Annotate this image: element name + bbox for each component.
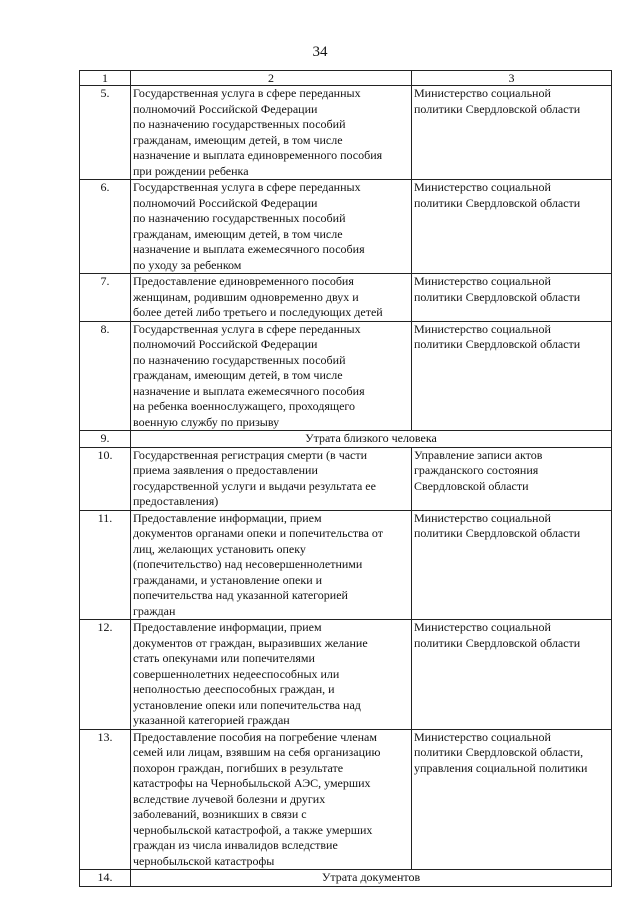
service-name [131,447,412,510]
agency-line: Министерство социальной [414,274,551,288]
service-line: граждан из числа инвалидов вследствие [133,838,338,852]
agency-line: Министерство социальной [414,86,551,100]
service-name [131,274,412,322]
service-line: Предоставление пособия на погребение членам [133,729,377,744]
row-number: 8. [80,321,131,431]
responsible-agency [412,86,612,180]
service-line: гражданам, имеющим детей, в том числе [133,368,343,382]
service-line: по назначению государственных пособий [133,352,346,367]
service-line: Государственная услуга в сфере переданных [133,180,361,194]
service-line: документов от граждан, выразивших желание [133,635,368,650]
table-header-row [80,71,612,86]
service-name [131,86,412,180]
service-name [131,321,412,431]
row-number: 12. [80,620,131,730]
table-row [80,180,612,274]
service-line: указанной категорией граждан [133,713,290,727]
column-header-3: 3 [412,71,612,86]
service-line: назначение и выплата ежемесячного пособия [133,242,365,256]
service-line: установление опеки или попечительства над [133,697,361,712]
responsible-agency [412,620,612,730]
agency-line: Управление записи актов [414,447,543,462]
agency-line: политики Свердловской области [414,526,581,540]
service-line: Предоставление информации, прием [133,510,322,525]
responsible-agency [412,274,612,322]
service-line: семей или лицам, взявшим на себя организацию [133,745,381,759]
service-line: более детей либо третьего и последующих детей [133,305,383,319]
agency-line: политики Свердловской области, [414,745,584,759]
service-line: гражданами, и установление опеки и [133,572,323,587]
service-name [131,180,412,274]
table-row [80,447,612,510]
service-line: по назначению государственных пособий [133,211,346,225]
service-line: приема заявления о предоставлении [133,463,318,477]
service-line: стать опекунами или попечителями [133,651,315,665]
service-line: гражданам, имеющим детей, в том числе [133,226,343,241]
row-number: 9. [80,431,131,448]
row-number: 6. [80,180,131,274]
agency-line: Свердловской области [414,478,529,493]
row-number: 5. [80,86,131,180]
service-line: Государственная услуга в сфере переданных [133,321,361,336]
service-line: попечительства над указанной категорией [133,588,348,602]
service-line: лиц, желающих установить опеку [133,541,306,556]
service-line: полномочий Российской Федерации [133,195,318,210]
responsible-agency [412,729,612,870]
agency-line: гражданского состояния [414,463,539,477]
services-table [79,70,612,887]
responsible-agency [412,447,612,510]
service-name [131,620,412,730]
service-name [131,729,412,870]
service-line: полномочий Российской Федерации [133,101,318,116]
service-line: документов органами опеки и попечительства от [133,526,383,540]
service-line: (попечительство) над несовершеннолетними [133,557,363,571]
service-line: гражданам, имеющим детей, в том числе [133,132,343,147]
section-title: Утрата документов [131,870,612,887]
service-name [131,510,412,620]
column-header-2: 2 [131,71,412,86]
service-line: Государственная регистрация смерти (в части [133,447,368,462]
agency-line: Министерство социальной [414,510,551,525]
section-title: Утрата близкого человека [131,431,612,448]
service-line: заболеваний, возникших в связи с [133,807,307,821]
agency-line: политики Свердловской области [414,195,581,210]
service-line: чернобыльской катастрофой, а также умерших [133,822,373,837]
table-row [80,729,612,870]
service-line: вследствие лучевой болезни и других [133,791,326,806]
agency-line: политики Свердловской области [414,289,581,304]
agency-line: Министерство социальной [414,321,551,336]
service-line: похорон граждан, погибших в результате [133,760,344,775]
service-line: Предоставление информации, прием [133,620,322,634]
agency-line: политики Свердловской области [414,337,581,351]
table-row [80,86,612,180]
agency-line: Министерство социальной [414,180,551,194]
agency-line: политики Свердловской области [414,101,581,116]
service-line: неполностью дееспособных граждан, и [133,682,335,696]
agency-line: управления социальной политики [414,760,588,775]
service-line: женщинам, родившим одновременно двух и [133,289,359,304]
table-row [80,620,612,730]
service-line: Предоставление единовременного пособия [133,274,354,288]
service-line: граждан [133,603,176,618]
agency-line: политики Свердловской области [414,635,581,650]
table-row [80,510,612,620]
service-line: по уходу за ребенком [133,257,242,272]
agency-line: Министерство социальной [414,620,551,634]
service-line: назначение и выплата единовременного пособия [133,148,383,162]
responsible-agency [412,510,612,620]
row-number: 10. [80,447,131,510]
service-line: на ребенка военнослужащего, проходящего [133,399,356,413]
section-row [80,870,612,887]
service-line: полномочий Российской Федерации [133,337,318,351]
responsible-agency [412,180,612,274]
service-line: катастрофы на Чернобыльской АЭС, умерших [133,776,371,790]
column-header-1: 1 [80,71,131,86]
service-line: государственной услуги и выдачи результата ее [133,478,376,493]
service-line: Государственная услуга в сфере переданных [133,86,361,100]
table-row [80,321,612,431]
service-line: военную службу по призыву [133,414,280,429]
service-line: при рождении ребенка [133,163,249,178]
row-number: 14. [80,870,131,887]
table-row [80,274,612,322]
service-line: совершеннолетних недееспособных или [133,666,340,681]
row-number: 11. [80,510,131,620]
responsible-agency [412,321,612,431]
service-line: чернобыльской катастрофы [133,853,275,868]
page-number: 34 [312,44,328,60]
section-row [80,431,612,448]
row-number: 7. [80,274,131,322]
service-line: назначение и выплата ежемесячного пособия [133,383,365,398]
service-line: предоставления) [133,494,219,508]
agency-line: Министерство социальной [414,729,551,744]
row-number: 13. [80,729,131,870]
service-line: по назначению государственных пособий [133,117,346,131]
